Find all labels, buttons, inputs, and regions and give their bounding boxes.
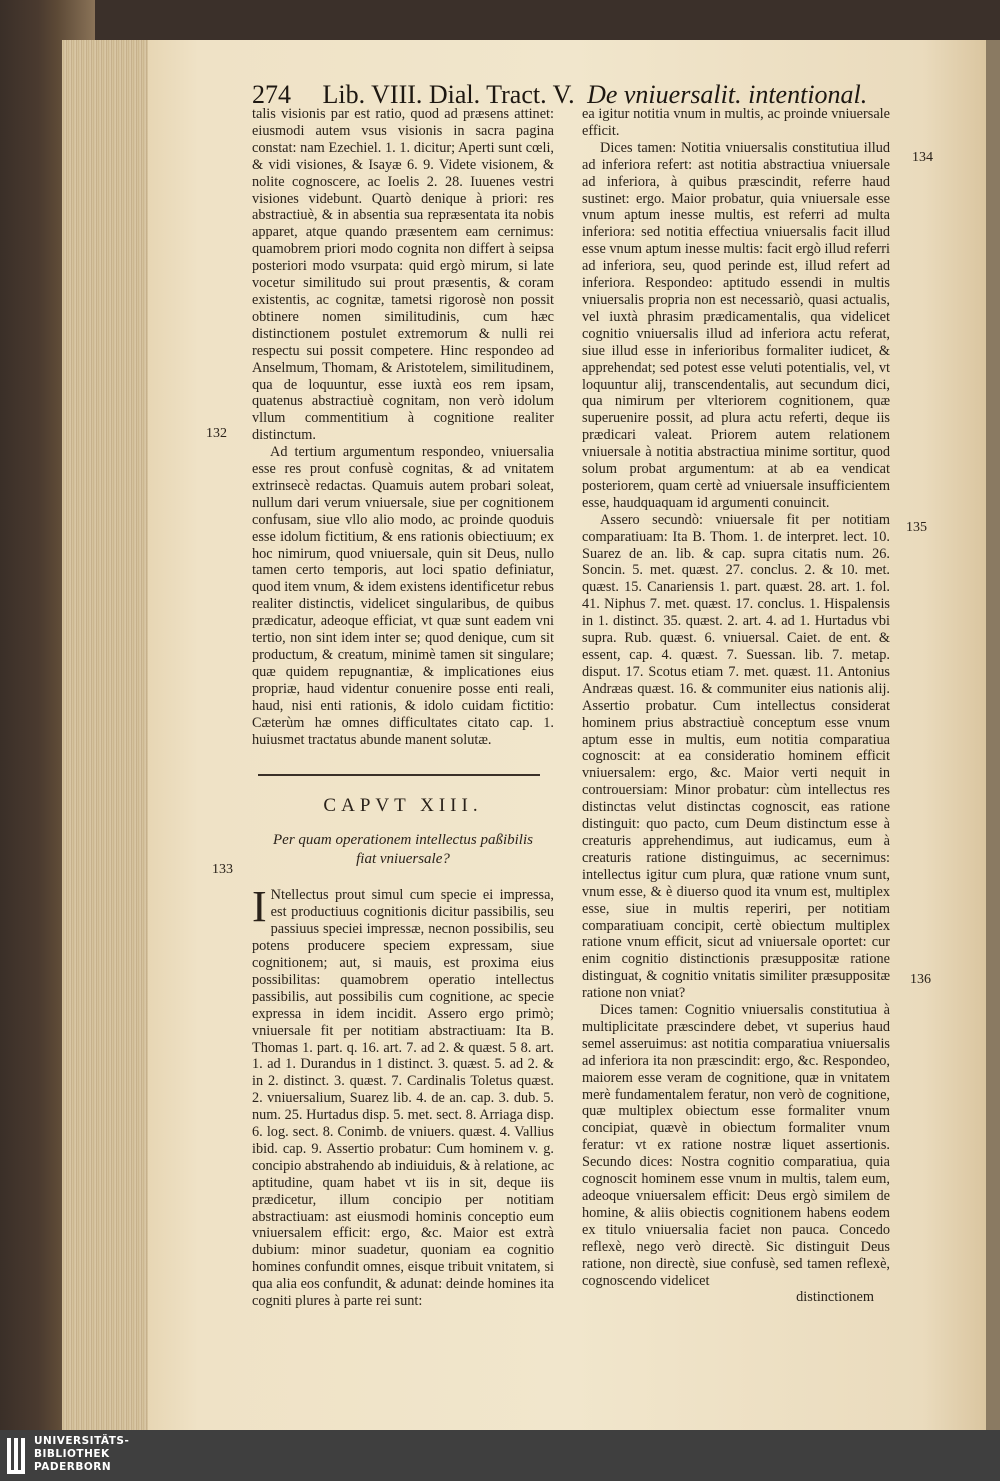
right-column	[582, 106, 890, 1306]
library-logo-icon	[5, 1436, 27, 1476]
section-divider	[258, 774, 540, 776]
right-paragraph-2: Dices tamen: Notitia vniuersalis constitutiua illud ad inferiora refert: ast notitia abstractiua vniuersale ad inferiora, à quibus præscindit, referre haud sustinet: ergo. Maior probatur, quia vniuersale esse vnum aptum inesse multis, est referri ad multa inferiora: sed notitia effectiua vniuersalis facit illud esse vnum aptum inesse multis: facit ergò illud referri ad inferiora, seu, quod perinde est, illud refert ad inferiora. Respondeo: aptitudo essendi in multis vniuersalis propria non est necessariò, quasi actualis, vel iuxtà phrasim prædicamentalis, qua videlicet cognitio vniuersalis illud ad inferiora actu referat, siue illud esse in inferioribus formaliter iudicet, & apprehendat; sed potest esse veluti potentialis, vel, vt loquuntur alij, transcendentalis, aut secundum dici, qua nimirum per vlteriorem cognitionem, quæ superuenire possit, ad plura actu referti, deque iis prædicari valeat. Priorem autem relationem vniuersale à notitia abstractiua minime sortitur, quod solum probat argumentum: at ab ea vendicat posteriorem, quam certè ad vniuersale insufficientem esse, haudquaquam id argumenti conuincit.	[582, 139, 890, 511]
left-paragraph-1: talis visionis par est ratio, quod ad præsens attinet: eiusmodi autem vsus visionis in sacra pagina constat: nam Ezechiel. 1. 1. dicitur; Aperti sunt cœli, & vidi visiones, & Isayæ 6. 9. Videte visionem, & nolite cognoscere, ac Ioelis 2. 28. Iuuenes vestri visiones videbunt. Quartò denique à priori: res abstractiuè, & in absentia sua repræsentata ita nobis apparet, atque quando præsentem eam cernimus: quamobrem priori modo cognita non differt à seipsa posteriori modo vsurpata: quid ergò mirum, si late vocetur similitudo sui prout præsentis, & coram existentis, ac cognitæ, tametsi rigorosè non possit obtinere nomen similitudinis, cum hæc distinctionem postulet extremorum & nulli rei respectu sui possit competere. Hinc respondeo ad Anselmum, Thomam, & Aristotelem, similitudinem, qua de loquuntur, esse iuxtà eos rem ipsam, quatenus abstractiuè cognitam, non verò idolum vllum commentitium à cognitione realiter distinctum.	[252, 106, 554, 444]
left-paragraph-3	[252, 882, 554, 1310]
margin-note-132: 132	[206, 426, 227, 441]
left-paragraph-3-text: Ntellectus prout simul cum specie ei impressa, est productiuus cognitionis dicitur passibilis, seu passiuus speciei impressæ, necnon possibilis, seu potens producere speciem expressam, siue cognitionem; aut, si mauis, est proxima eius possibilitas: quamobrem operatio intellectus passibilis, aut possibilis cum cognitione, ac specie expressa in idem incidit. Assero ergo primò; vniuersale fit per notitiam abstractiuam: Ita B. Thomas 1. part. q. 16. art. 7. ad 2. & quæst. 5 8. art. 1. ad 1. Durandus in 1 distinct. 3. quæst. 5. ad 2. & in 2. distinct. 3. quæst. 7. Cardinalis Toletus quæst. 2. vniuersalium, Suarez lib. 4. de an. cap. 3. dub. 5. num. 25. Hurtadus disp. 5. met. sect. 8. Arriaga disp. 6. log. sect. 8. Conimb. de vniuers. quæst. 4. Vallius ibid. cap. 9. Assertio probatur: Cum hominem v. g. concipio abstrahendo ab indiuiduis, & à relatione, ac aptitudine, quam habet vt iis in sit, deque iis prædicetur, illum concipio per notitiam abstractiuam: ast eiusmodi hominis conceptio eum vniuersalem efficit: ergo, &c. Maior est extrà dubium: minor suadetur, quoniam ea cognitio homines confundit omnes, eisque tribuit vnitatem, si qua alia eos confundit, & adunat: deinde homines ita cogniti plures à parte rei sunt:	[252, 887, 554, 1310]
library-logo-bar	[0, 1430, 1000, 1481]
right-paragraph-4: Dices tamen: Cognitio vniuersalis constitutiua à multiplicitate præscindere debet, vt superius haud semel asseruimus: ast notitia comparatiua vniuersalis ad inferiora ita non præscindit: ergo, &c. Respondeo, maiorem esse veram de cognitione, quæ in vnitatem merè fundamentalem feratur, non verò de cognitione, quæ multiplex obiectum esse formaliter vnum concipiat, quævè in obiectum formaliter vnum feratur: vt ex ratione nostræ liquet assertionis. Secundo dices: Nostra cognitio comparatiua, quia cognoscit hominem esse vnum in multis, talem eum, adeoque vniuersalem efficit: Deus ergò similem de homine, & aliis obiectis cognitionem habens eodem ex titulo vniuersalia faciet non pauca. Concedo reflexè, nego verò directè. Sic distinguit Deus ratione, non directè, siue confusè, sed tamen reflexè, cognoscendo videlicet	[582, 1002, 890, 1289]
next-page-edge	[986, 40, 1000, 1430]
running-head: Lib. VIII. Dial. Tract. V.	[322, 80, 575, 109]
margin-note-134: 134	[912, 150, 933, 165]
margin-note-133: 133	[212, 862, 233, 877]
right-paragraph-1: ea igitur notitia vnum in multis, ac proinde vniuersale efficit.	[582, 106, 890, 139]
left-column	[252, 106, 554, 1310]
chapter-heading: CAPVT XIII.	[323, 795, 483, 817]
catchword: distinctionem	[796, 1289, 874, 1306]
page-number: 274	[252, 80, 291, 109]
logo-line-1: UNIVERSITÄTS-	[34, 1435, 130, 1447]
logo-line-3: PADERBORN	[34, 1461, 112, 1473]
margin-note-136: 136	[910, 972, 931, 987]
running-topic: De vniuersalit. intentional.	[587, 80, 868, 109]
margin-note-135: 135	[906, 520, 927, 535]
library-logo-text	[34, 1435, 129, 1474]
page-edges	[62, 40, 152, 1430]
chapter-title: Per quam operationem intellectus paßibilis fiat vniuersale?	[273, 832, 533, 868]
drop-cap: I	[252, 882, 267, 932]
logo-line-2: BIBLIOTHEK	[34, 1448, 110, 1460]
left-paragraph-2: Ad tertium argumentum respondeo, vniuersalia esse res prout confusè cognitas, & ad vnitatem extrinsecè redactas. Quamuis autem probari soleat, nullum dari verum vniuersale, siue per cognitionem confusam, siue vllo alio modo, ac proinde quoduis esse idolum fictitium, & ens rationis obiectiuum; ex hoc nimirum, quod vniuersale, quin sit Deus, nullo tamen certo temporis, aut loci spatio definiatur, quod item vnum, & idem existens identificetur rebus realiter distinctis, videlicet singularibus, de quibus prædicatur, adeoque efficiat, vt quæ sunt eadem vni tertio, non sint idem inter se; quod denique, cum sit productum, & creatum, minimè tamen sit singulare; quæ quidem repugnantiæ, & implicationes eius propriæ, haud videntur conuenire posse enti reali, haud, nisi enti rationis, & idolo cuidam fictitio: Cæterùm hæ omnes difficultates citato cap. 1. huiusmet tractatus abunde manent solutæ.	[252, 444, 554, 748]
right-paragraph-3: Assero secundò: vniuersale fit per notitiam comparatiuam: Ita B. Thom. 1. de interpret. lect. 10. Suarez de an. lib. & cap. supra citatis num. 26. Soncin. 5. met. quæst. 27. conclus. 2. & 10. met. quæst. 15. Canariensis 1. part. quæst. 28. art. 1. fol. 41. Niphus 7. met. quæst. 17. conclus. 1. Hispalensis in 1. distinct. 35. quæst. 2. art. 4. ad 1. Hurtadus vbi supra. Rub. quæst. 6. vniuersal. Caiet. de ent. & essent, cap. 4. quæst. 7. Suessan. lib. 7. metap. disput. 17. Scotus etiam 7. met. quæst. 11. Antonius Andræas quæst. 16. & communiter eius nationis alij. Assertio probatur. Cum intellectus considerat hominem prius abstractiuè conceptum esse vnum aptum esse in multis, eum notitia comparatiua cognoscit: at ea consideratio hominem efficit vniuersalem: ergo, &c. Maior verti nequit in controuersiam: Minor probatur: cùm intellectus res distinctas velut distinctas cognoscit, eas ratione distinguit: quo pacto, cum Deum distinctum esse à creaturis apprehendimus, aut iudicamus, eum à creaturis ratione distinguimus, ac secernimus: intellectus igitur cum plura, quæ ratione vnum sunt, vnum esse, & è diuerso quod ita vnum est, multiplex esse, siue in multis reperiri, per notitiam comparatiuam concipit, certè obiectum multiplex ratione vnum efficit, sicut ad vniuersale oportet: cur enim cognitio distinctionis præsuppositæ ratione distinguat, & cognitio vnitatis similiter præsuppositæ ratione non vniat?	[582, 511, 890, 1002]
